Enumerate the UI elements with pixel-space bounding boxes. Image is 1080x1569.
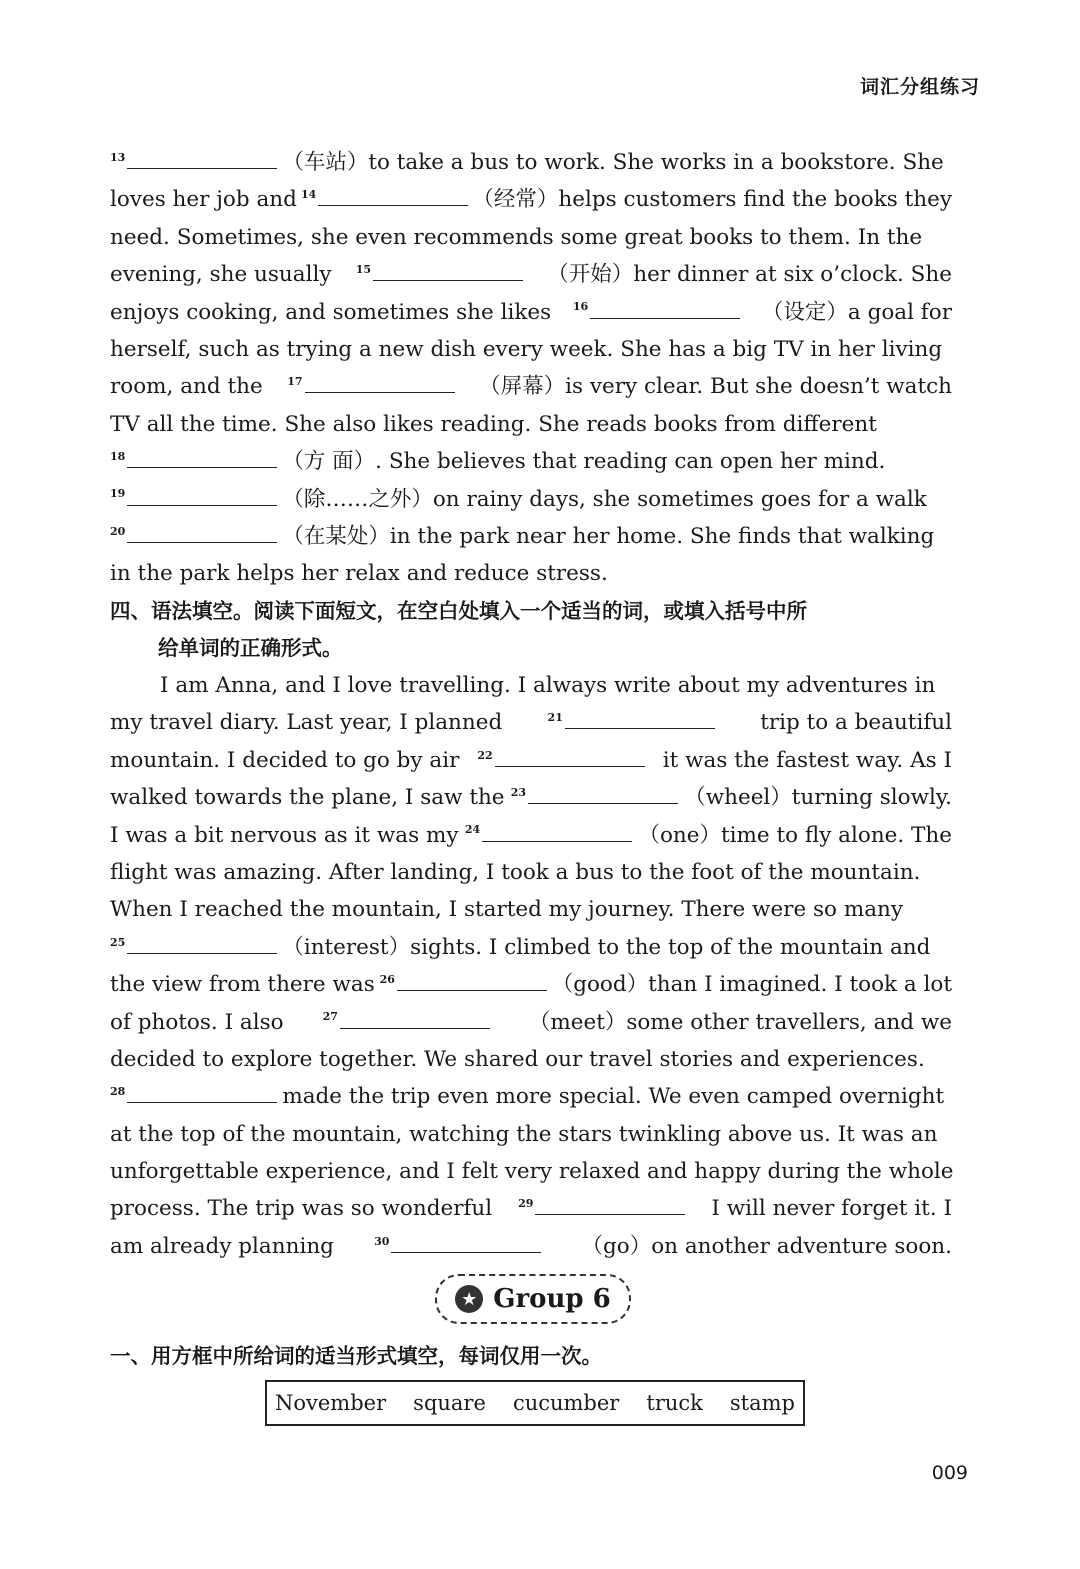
text-line	[110, 1190, 952, 1227]
line-text: my travel diary. Last year, I planned	[110, 710, 503, 736]
line-text: process. The trip was so wonderful	[110, 1196, 493, 1222]
text-line	[110, 1228, 952, 1265]
section-title-line2: 给单词的正确形式。	[158, 636, 343, 661]
line-text: decided to explore together. We shared our travel stories and experiences.	[110, 1046, 925, 1072]
blank-group	[301, 181, 468, 218]
blank-number: 30	[374, 1234, 390, 1248]
text-line	[110, 481, 952, 518]
blank-number: 27	[322, 1010, 338, 1024]
line-text: room, and the	[110, 374, 263, 400]
line-text: （屏幕）is very clear. But she doesn’t watch	[479, 374, 952, 400]
answer-blank[interactable]	[397, 966, 547, 991]
text-line	[110, 368, 952, 405]
text-line	[110, 406, 952, 443]
vocabulary-passage	[110, 144, 952, 593]
blank-group	[110, 929, 277, 966]
line-text: （wheel）turning slowly.	[684, 785, 952, 811]
text-line	[110, 144, 952, 181]
line-text: trip to a beautiful	[760, 710, 952, 736]
line-text: （设定）a goal for	[761, 299, 952, 325]
line-text: When I reached the mountain, I started my journey. There were so many	[110, 897, 904, 923]
text-line	[110, 1004, 952, 1041]
text-line	[110, 331, 952, 368]
blank-number: 13	[110, 150, 126, 164]
line-text: （interest）sights. I climbed to the top of the mountain and	[282, 934, 931, 960]
text-line	[110, 704, 952, 741]
line-text: herself, such as trying a new dish every week. She has a big TV in her living	[110, 336, 943, 362]
line-text: mountain. I decided to go by air	[110, 747, 460, 773]
answer-blank[interactable]	[391, 1228, 541, 1253]
blank-group	[110, 481, 277, 518]
blank-number: 15	[355, 263, 372, 277]
answer-blank[interactable]	[565, 704, 715, 729]
line-text: （开始）her dinner at six o’clock. She	[547, 262, 952, 288]
answer-blank[interactable]	[305, 368, 455, 393]
blank-group	[380, 966, 547, 1003]
line-text: walked towards the plane, I saw the	[110, 785, 505, 811]
blank-group	[110, 144, 277, 181]
text-line	[110, 1153, 952, 1190]
blank-group	[374, 1228, 541, 1265]
text-line	[110, 966, 952, 1003]
section-title-line1: 四、语法填空。阅读下面短文，在空白处填入一个适当的词，或填入括号中所	[110, 599, 807, 623]
answer-blank[interactable]	[127, 443, 277, 468]
blank-group	[465, 817, 632, 854]
text-line	[110, 256, 952, 293]
blank-number: 23	[510, 786, 527, 800]
line-text: TV all the time. She also likes reading. She reads books from different	[110, 411, 877, 437]
blank-number: 17	[287, 375, 303, 389]
line-text: （方 面）. She believes that reading can open her mind.	[282, 449, 886, 475]
blank-number: 19	[110, 487, 126, 501]
line-text: am already planning	[110, 1233, 334, 1259]
line-text: evening, she usually	[110, 262, 332, 288]
line-text: need. Sometimes, she even recommends some great books to them. In the	[110, 224, 923, 250]
line-text: made the trip even more special. We even camped overnight	[282, 1084, 945, 1110]
answer-blank[interactable]	[528, 779, 678, 804]
group-badge	[435, 1274, 631, 1324]
answer-blank[interactable]	[590, 294, 740, 319]
blank-number: 24	[464, 823, 481, 837]
answer-blank[interactable]	[340, 1004, 490, 1029]
line-text: the view from there was	[110, 972, 375, 998]
page-number: 009	[931, 1462, 968, 1484]
answer-blank[interactable]	[495, 742, 645, 767]
answer-blank[interactable]	[127, 518, 277, 543]
blank-number: 29	[518, 1197, 534, 1211]
blank-number: 20	[110, 524, 126, 538]
line-text: （经常）helps customers find the books they	[472, 187, 952, 213]
line-text: （meet）some other travellers, and we	[528, 1009, 952, 1035]
text-line	[110, 1041, 952, 1078]
grammar-section-title	[110, 593, 952, 668]
text-line	[110, 929, 952, 966]
blank-group	[356, 256, 523, 293]
blank-number: 26	[379, 972, 395, 986]
word-box	[265, 1380, 805, 1426]
blank-number: 28	[110, 1085, 126, 1099]
blank-number: 25	[110, 935, 126, 949]
blank-group	[518, 1190, 685, 1227]
text-line	[110, 219, 952, 256]
line-text: （在某处）in the park near her home. She finds that walking	[282, 523, 935, 549]
blank-group	[511, 779, 678, 816]
text-line	[110, 443, 952, 480]
text-line	[110, 1116, 952, 1153]
answer-blank[interactable]	[318, 181, 468, 206]
blank-group	[573, 294, 740, 331]
answer-blank[interactable]	[127, 144, 277, 169]
line-text: （good）than I imagined. I took a lot	[551, 972, 952, 998]
text-line	[110, 518, 952, 555]
line-text: （one）time to fly alone. The	[638, 822, 952, 848]
answer-blank[interactable]	[127, 929, 277, 954]
blank-number: 18	[110, 449, 126, 463]
blank-group	[110, 443, 277, 480]
line-text: it was the fastest way. As I	[662, 747, 952, 773]
blank-number: 21	[547, 711, 563, 725]
line-text: loves her job and	[110, 187, 297, 213]
text-line	[110, 817, 952, 854]
star-icon: ★	[455, 1285, 483, 1313]
line-text: unforgettable experience, and I felt very relaxed and happy during the whole	[110, 1159, 954, 1185]
line-text: flight was amazing. After landing, I took a bus to the foot of the mountain.	[110, 859, 921, 885]
group-label: Group 6	[493, 1284, 611, 1314]
text-line	[110, 181, 952, 218]
blank-number: 14	[301, 188, 317, 202]
line-text: I was a bit nervous as it was my	[110, 822, 459, 848]
blank-number: 16	[572, 300, 589, 314]
blank-group	[477, 742, 644, 779]
line-text: enjoys cooking, and sometimes she likes	[110, 299, 552, 325]
text-line	[110, 1078, 952, 1115]
line-text: in the park helps her relax and reduce stress.	[110, 561, 608, 587]
text-line	[110, 779, 952, 816]
word-item: stamp	[729, 1391, 795, 1415]
line-text: （go）on another adventure soon.	[581, 1233, 952, 1259]
text-line	[110, 742, 952, 779]
word-item: square	[413, 1391, 486, 1415]
text-line	[110, 854, 952, 891]
blank-group	[110, 1078, 277, 1115]
text-line	[110, 555, 952, 592]
blank-group	[287, 368, 454, 405]
page-header-title: 词汇分组练习	[859, 76, 980, 98]
blank-group	[548, 704, 715, 741]
line-text: （除……之外）on rainy days, she sometimes goes for a walk	[282, 486, 927, 512]
grammar-passage	[110, 667, 952, 1265]
answer-blank[interactable]	[482, 817, 632, 842]
answer-blank[interactable]	[127, 1078, 277, 1103]
line-text: I am Anna, and I love travelling. I always write about my adventures in	[160, 673, 936, 698]
text-line	[110, 891, 952, 928]
text-line	[110, 667, 952, 704]
line-text: of photos. I also	[110, 1009, 284, 1035]
answer-blank[interactable]	[535, 1190, 685, 1215]
text-line	[110, 294, 952, 331]
line-text: （车站）to take a bus to work. She works in a bookstore. She	[282, 150, 944, 175]
blank-group	[323, 1004, 490, 1041]
blank-number: 22	[477, 748, 493, 762]
line-text: at the top of the mountain, watching the stars twinkling above us. It was an	[110, 1121, 938, 1147]
answer-blank[interactable]	[373, 256, 523, 281]
line-text: I will never forget it. I	[711, 1196, 952, 1222]
task1-title: 一、用方框中所给词的适当形式填空，每词仅用一次。	[110, 1344, 602, 1368]
blank-group	[110, 518, 277, 555]
word-item: truck	[646, 1391, 703, 1415]
word-item: November	[275, 1391, 387, 1415]
word-item: cucumber	[512, 1391, 620, 1415]
answer-blank[interactable]	[127, 481, 277, 506]
